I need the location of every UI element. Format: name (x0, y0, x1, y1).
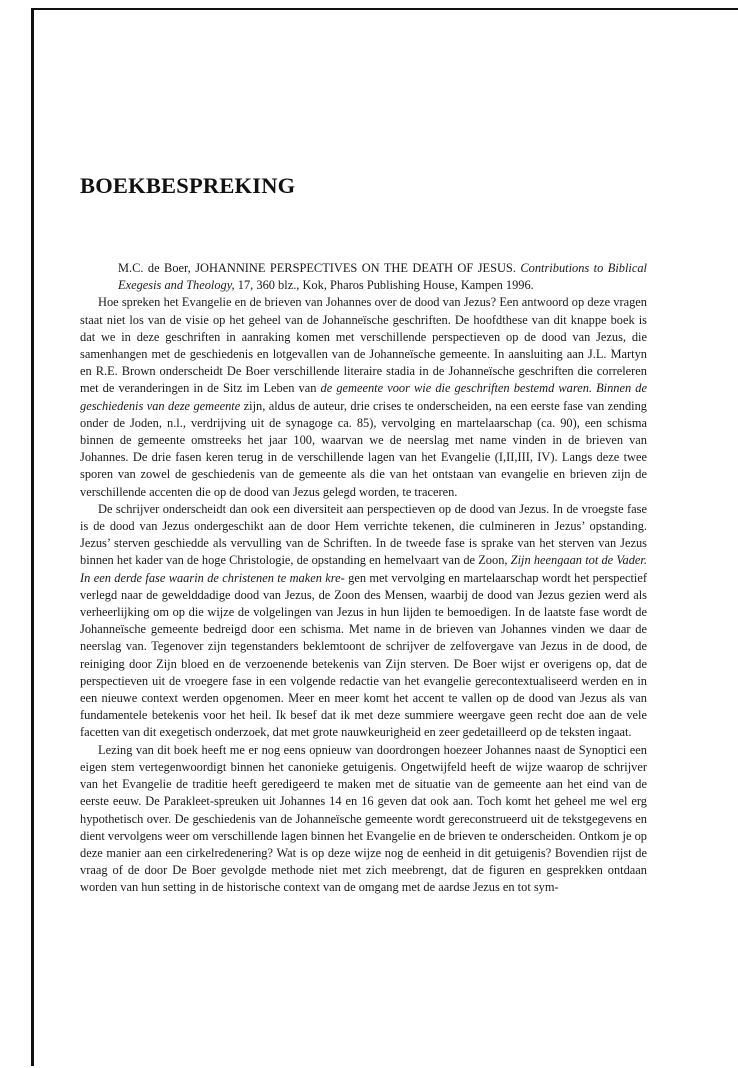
paragraph-2-text-b: gen met vervolging en martelaarschap wordt het perspectief verlegd naar de gewelddadige dood van Jezus, de Zoon des Mensen, waarbij de dood van Jezus gezien werd als verheerlijking om op die wijze de volgelingen van Jezus in hun lijden te bemoedigen. In de laatste fase wordt de Johanneïsche gemeente bedreigd door een schisma. Met name in de brieven van Johannes vinden we daar de neerslag van. Tegenover zijn tegenstanders beklemtoont de schrijver de zelfovergave van Jezus in de dood, de reiniging door Zijn bloed en de verzoenende betekenis van Zijn sterven. De Boer wijst er overigens op, dat de perspectieven uit de vroegere fase in een volgende redactie van het evangelie gerecontextualiseerd werden en in een nieuwe context werden opgenomen. Meer en meer komt het accent te vallen op de dood van Jezus als van fundamentele betekenis voor het heil. Ik besef dat ik met deze summiere weergave geen recht doe aan de vele facetten van dit exegetisch onderzoek, dat met grote nauwkeurigheid en zeer gedetailleerd op de teksten ingaat. (80, 570, 647, 740)
citation-series: Contributions to Biblical Exegesis and Theology, (118, 261, 647, 293)
scan-border-top (31, 8, 738, 10)
citation-author: M.C. de Boer, (118, 261, 191, 275)
paragraph-1-text-a: Hoe spreken het Evangelie en de brieven van Johannes over de dood van Jezus? Een antwoord op deze vragen staat niet los van de visie op het geheel van de Johanneïsche geschriften. De hoofdthese van dit knappe boek is dat we in deze geschriften in aanraking komen met verschillende perspectieven op de dood van Jezus, die samenhangen met de geschiedenis en lotgevallen van de Johanneïsche gemeente. In aansluiting aan J.L. Martyn en R.E. Brown onderscheidt De Boer verschillende literaire stadia in de Johanneïsche geschriften die correleren met de veranderingen in de Sitz im Leben van (80, 295, 647, 396)
paragraph-1 (80, 294, 647, 500)
paragraph-2 (80, 501, 647, 742)
citation-details: 17, 360 blz., Kok, Pharos Publishing House, Kampen 1996. (237, 278, 534, 293)
page-title: BOEKBESPREKING (80, 173, 296, 198)
paragraph-1-italic: de gemeente voor wie die geschriften bestemd waren. Binnen de geschiedenis van deze gemeente (80, 381, 647, 413)
paragraph-1-text-b: zijn, aldus de auteur, drie crises te onderscheiden, na een eerste fase van zending onder de Joden, n.l., verdrijving uit de synagoge ca. 85), vervolging en martelaarschap (ca. 90), een schisma binnen de gemeente omstreeks het jaar 100, waarvan we de neerslag met name vinden in de brieven van Johannes. De drie fasen keren terug in de verschillende lagen van het Evangelie (I,II,III, IV). Langs deze twee sporen van zowel de geschiedenis van de gemeente als die van het ontstaan van evangelie en brieven zijn de verschillende accenten die op de dood van Jezus gelegd worden, te traceren. (80, 398, 647, 499)
scan-border-left (31, 8, 34, 1066)
paragraph-2-italic: Zijn heengaan tot de Vader. In een derde fase waarin de christenen te maken kre- (80, 553, 647, 585)
citation-book-title: JOHANNINE PERSPECTIVES ON THE DEATH OF JESUS. (195, 261, 516, 275)
paragraph-3: Lezing van dit boek heeft me er nog eens opnieuw van doordrongen hoezeer Johannes naast de Synoptici een eigen stem vertegenwoordigt binnen het canonieke getuigenis. Ongetwijfeld heeft de wijze waarop de schrijver van het Evangelie de traditie heeft geredigeerd te maken met de situatie van de gemeente aan het eind van de eerste eeuw. De Parakleet-spreuken uit Johannes 14 en 16 geven dat ook aan. Toch komt het geheel me wel erg hypothetisch over. De geschiedenis van de Johanneïsche gemeente wordt gereconstrueerd uit de tekstgegevens en dient vervolgens weer om verschillende lagen binnen het Evangelie en de brieven te onderscheiden. Ontkom je op deze manier aan een cirkelredenering? Wat is op deze wijze nog de eenheid in dit getuigenis? Bovendien rijst de vraag of de door De Boer gevolgde methode niet met zich meebrengt, dat de figuren en gesprekken ontdaan worden van hun setting in de historische context van de omgang met de aardse Jezus en tot sym- (80, 742, 647, 895)
book-citation (118, 260, 647, 294)
paragraph-2-text-a: De schrijver onderscheidt dan ook een diversiteit aan perspectieven op de dood van Jezus. In de vroegste fase is de dood van Jezus ondergeschikt aan de door Hem verrichte tekenen, die culmineren in Jezus’ opstanding. Jezus’ sterven geschiedde als vervulling van de Schriften. In de tweede fase is sprake van het sterven van Jezus binnen het kader van de hoge Christologie, de opstanding en hemelvaart van de Zoon, (80, 501, 647, 568)
review-body (80, 260, 647, 897)
